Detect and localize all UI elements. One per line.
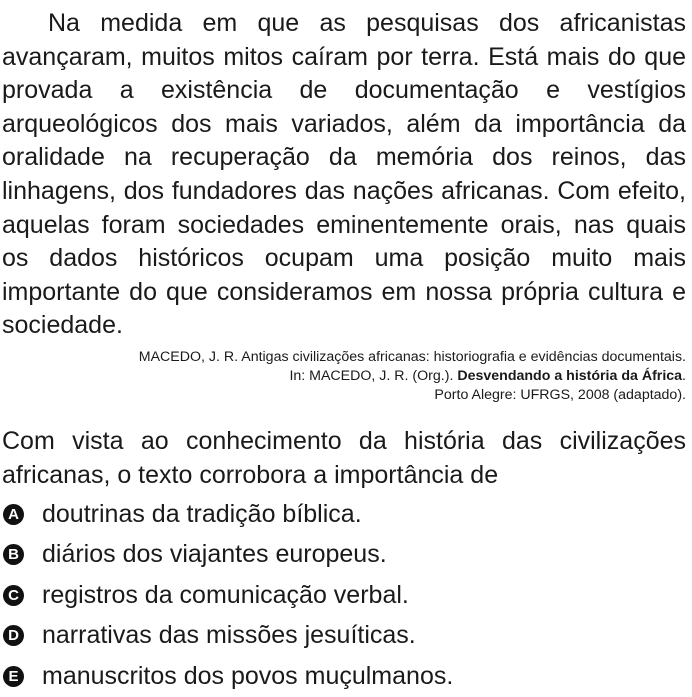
source-citation [2,348,686,405]
citation-line-1: MACEDO, J. R. Antigas civilizações africanas: historiografia e evidências documentais. [138,348,686,365]
citation-line-2-prefix: In: MACEDO, J. R. (Org.). [289,367,458,384]
citation-line-2 [2,367,686,386]
option-c-letter-badge: C [3,585,24,606]
option-a-text: doutrinas da tradição bíblica. [42,499,362,528]
option-a[interactable] [2,494,686,535]
citation-line-2-suffix: . [682,367,686,384]
option-e-letter-badge: E [3,666,24,687]
option-c[interactable] [2,575,686,616]
option-e-text: manuscritos dos povos muçulmanos. [42,661,454,690]
option-c-text: registros da comunicação verbal. [42,580,409,609]
option-e[interactable] [2,656,686,697]
option-a-letter-badge: A [3,504,24,525]
passage-text: Na medida em que as pesquisas dos africanistas avançaram, muitos mitos caíram por terra. Está mais do que provada a existência de documentação e vestígios arqueológicos dos mais variados, além da importância da oralidade na recuperação da memória dos reinos, das linhagens, dos fundadores das nações africanas. Com efeito, aquelas foram sociedades eminentemente orais, nas quais os dados históricos ocupam uma posição muito mais importante do que consideramos em nossa própria cultura e sociedade. [2,9,686,340]
citation-line-3: Porto Alegre: UFRGS, 2008 (adaptado). [434,386,686,403]
option-b[interactable] [2,535,686,576]
option-b-text: diários dos viajantes europeus. [42,540,387,569]
option-d-text: narrativas das missões jesuíticas. [42,621,416,650]
option-d-letter-badge: D [3,625,24,646]
answer-options [2,494,686,697]
citation-book-title: Desvendando a história da África [457,367,683,384]
option-b-letter-badge: B [3,544,24,565]
question-stem: Com vista ao conhecimento da história das civilizações africanas, o texto corrobora a importância de [2,426,686,489]
option-d[interactable] [2,616,686,657]
